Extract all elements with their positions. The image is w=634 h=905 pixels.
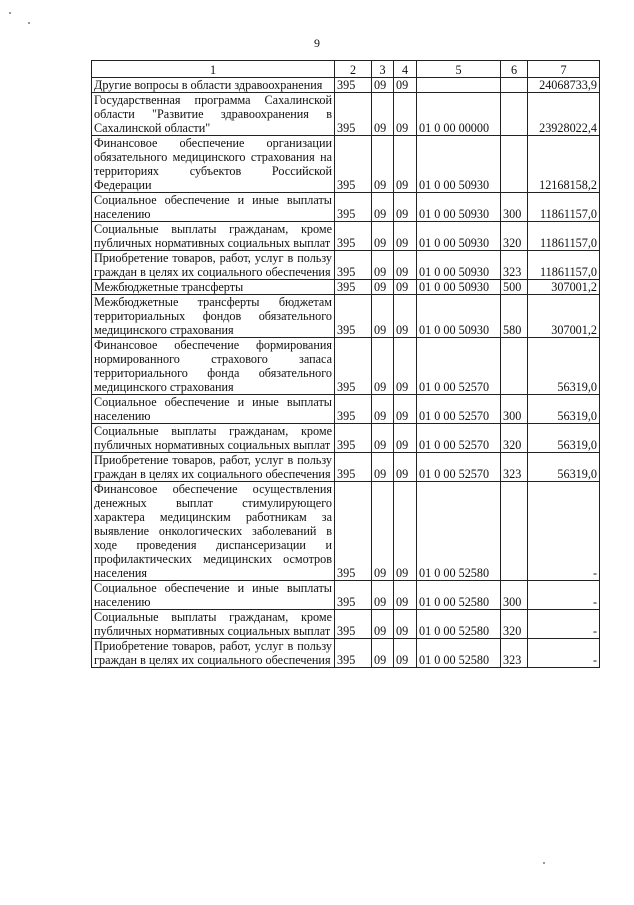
grbs-cell: 395 — [335, 482, 372, 581]
column-header: 2 — [335, 61, 372, 78]
grbs-cell: 395 — [335, 93, 372, 136]
amount-cell: 11861157,0 — [528, 222, 600, 251]
table-row — [92, 280, 600, 295]
subsection-cell: 09 — [394, 482, 417, 581]
column-header: 4 — [394, 61, 417, 78]
expense-type-cell: 300 — [501, 395, 528, 424]
amount-cell: - — [528, 581, 600, 610]
amount-cell: 56319,0 — [528, 395, 600, 424]
grbs-cell: 395 — [335, 424, 372, 453]
row-name-cell: Финансовое обеспечение осуществления денежных выплат стимулирующего характера медицинским работникам за выявление онкологических заболеваний в ходе проведения диспансеризации и профилактических медицинских осмотров населения — [92, 482, 335, 581]
expense-type-cell: 300 — [501, 581, 528, 610]
table-row — [92, 453, 600, 482]
table-row — [92, 424, 600, 453]
table-row — [92, 222, 600, 251]
target-article-cell: 01 0 00 52580 — [417, 482, 501, 581]
expense-type-cell — [501, 136, 528, 193]
section-cell: 09 — [372, 136, 394, 193]
subsection-cell: 09 — [394, 93, 417, 136]
table-row — [92, 93, 600, 136]
grbs-cell: 395 — [335, 610, 372, 639]
section-cell: 09 — [372, 453, 394, 482]
expense-type-cell: 323 — [501, 453, 528, 482]
section-cell: 09 — [372, 193, 394, 222]
subsection-cell: 09 — [394, 395, 417, 424]
expense-type-cell: 580 — [501, 295, 528, 338]
subsection-cell: 09 — [394, 222, 417, 251]
table-row — [92, 136, 600, 193]
amount-cell: - — [528, 639, 600, 668]
row-name-cell: Социальные выплаты гражданам, кроме публичных нормативных социальных выплат — [92, 222, 335, 251]
table-row — [92, 193, 600, 222]
amount-cell: - — [528, 482, 600, 581]
section-cell: 09 — [372, 395, 394, 424]
scan-speck — [9, 12, 11, 14]
subsection-cell: 09 — [394, 610, 417, 639]
subsection-cell: 09 — [394, 295, 417, 338]
subsection-cell: 09 — [394, 280, 417, 295]
subsection-cell: 09 — [394, 639, 417, 668]
target-article-cell: 01 0 00 50930 — [417, 136, 501, 193]
expense-type-cell: 323 — [501, 639, 528, 668]
table-row — [92, 610, 600, 639]
row-name-cell: Социальное обеспечение и иные выплаты населению — [92, 395, 335, 424]
scan-speck — [28, 22, 30, 24]
row-name-cell: Социальные выплаты гражданам, кроме публичных нормативных социальных выплат — [92, 610, 335, 639]
row-name-cell: Межбюджетные трансферты — [92, 280, 335, 295]
section-cell: 09 — [372, 639, 394, 668]
amount-cell: 307001,2 — [528, 295, 600, 338]
target-article-cell: 01 0 00 52570 — [417, 338, 501, 395]
amount-cell: 12168158,2 — [528, 136, 600, 193]
expense-type-cell: 500 — [501, 280, 528, 295]
grbs-cell: 395 — [335, 295, 372, 338]
section-cell: 09 — [372, 251, 394, 280]
section-cell: 09 — [372, 424, 394, 453]
amount-cell: 24068733,9 — [528, 78, 600, 93]
table-body — [92, 78, 600, 668]
row-name-cell: Финансовое обеспечение организации обязательного медицинского страхования на территориях субъектов Российской Федерации — [92, 136, 335, 193]
section-cell: 09 — [372, 295, 394, 338]
grbs-cell: 395 — [335, 78, 372, 93]
table-row — [92, 482, 600, 581]
target-article-cell: 01 0 00 52570 — [417, 395, 501, 424]
expense-type-cell: 320 — [501, 222, 528, 251]
grbs-cell: 395 — [335, 453, 372, 482]
amount-cell: 56319,0 — [528, 338, 600, 395]
budget-table — [91, 60, 600, 668]
grbs-cell: 395 — [335, 581, 372, 610]
section-cell: 09 — [372, 482, 394, 581]
amount-cell: 11861157,0 — [528, 193, 600, 222]
row-name-cell: Государственная программа Сахалинской области "Развитие здравоохранения в Сахалинской области" — [92, 93, 335, 136]
amount-cell: 56319,0 — [528, 453, 600, 482]
subsection-cell: 09 — [394, 424, 417, 453]
subsection-cell: 09 — [394, 581, 417, 610]
table-row — [92, 251, 600, 280]
subsection-cell: 09 — [394, 338, 417, 395]
section-cell: 09 — [372, 338, 394, 395]
target-article-cell: 01 0 00 52580 — [417, 581, 501, 610]
row-name-cell: Приобретение товаров, работ, услуг в пользу граждан в целях их социального обеспечения — [92, 453, 335, 482]
table-row — [92, 78, 600, 93]
target-article-cell: 01 0 00 50930 — [417, 295, 501, 338]
section-cell: 09 — [372, 222, 394, 251]
expense-type-cell: 300 — [501, 193, 528, 222]
section-cell: 09 — [372, 280, 394, 295]
amount-cell: 307001,2 — [528, 280, 600, 295]
amount-cell: 56319,0 — [528, 424, 600, 453]
amount-cell: - — [528, 610, 600, 639]
column-header: 1 — [92, 61, 335, 78]
table-row — [92, 395, 600, 424]
table-row — [92, 295, 600, 338]
expense-type-cell — [501, 78, 528, 93]
amount-cell: 11861157,0 — [528, 251, 600, 280]
row-name-cell: Социальные выплаты гражданам, кроме публичных нормативных социальных выплат — [92, 424, 335, 453]
target-article-cell: 01 0 00 00000 — [417, 93, 501, 136]
target-article-cell: 01 0 00 50930 — [417, 251, 501, 280]
grbs-cell: 395 — [335, 136, 372, 193]
grbs-cell: 395 — [335, 222, 372, 251]
target-article-cell — [417, 78, 501, 93]
expense-type-cell: 320 — [501, 424, 528, 453]
row-name-cell: Другие вопросы в области здравоохранения — [92, 78, 335, 93]
grbs-cell: 395 — [335, 251, 372, 280]
column-header: 3 — [372, 61, 394, 78]
section-cell: 09 — [372, 93, 394, 136]
subsection-cell: 09 — [394, 193, 417, 222]
section-cell: 09 — [372, 581, 394, 610]
grbs-cell: 395 — [335, 338, 372, 395]
column-header: 7 — [528, 61, 600, 78]
subsection-cell: 09 — [394, 78, 417, 93]
row-name-cell: Приобретение товаров, работ, услуг в пользу граждан в целях их социального обеспечения — [92, 639, 335, 668]
target-article-cell: 01 0 00 50930 — [417, 193, 501, 222]
row-name-cell: Финансовое обеспечение формирования нормированного страхового запаса территориального фонда обязательного медицинского страхования — [92, 338, 335, 395]
table-row — [92, 639, 600, 668]
expense-type-cell — [501, 482, 528, 581]
grbs-cell: 395 — [335, 639, 372, 668]
target-article-cell: 01 0 00 52580 — [417, 610, 501, 639]
grbs-cell: 395 — [335, 193, 372, 222]
expense-type-cell — [501, 338, 528, 395]
table-row — [92, 581, 600, 610]
subsection-cell: 09 — [394, 453, 417, 482]
grbs-cell: 395 — [335, 280, 372, 295]
row-name-cell: Социальное обеспечение и иные выплаты населению — [92, 193, 335, 222]
expense-type-cell: 323 — [501, 251, 528, 280]
grbs-cell: 395 — [335, 395, 372, 424]
table-row — [92, 338, 600, 395]
column-header: 5 — [417, 61, 501, 78]
column-header: 6 — [501, 61, 528, 78]
target-article-cell: 01 0 00 52580 — [417, 639, 501, 668]
row-name-cell: Приобретение товаров, работ, услуг в пользу граждан в целях их социального обеспечения — [92, 251, 335, 280]
target-article-cell: 01 0 00 50930 — [417, 280, 501, 295]
target-article-cell: 01 0 00 52570 — [417, 424, 501, 453]
subsection-cell: 09 — [394, 251, 417, 280]
header-row — [92, 61, 600, 78]
scan-speck — [543, 862, 545, 864]
section-cell: 09 — [372, 610, 394, 639]
expense-type-cell: 320 — [501, 610, 528, 639]
row-name-cell: Социальное обеспечение и иные выплаты населению — [92, 581, 335, 610]
row-name-cell: Межбюджетные трансферты бюджетам территориальных фондов обязательного медицинского страхования — [92, 295, 335, 338]
page-number: 9 — [314, 36, 320, 50]
amount-cell: 23928022,4 — [528, 93, 600, 136]
section-cell: 09 — [372, 78, 394, 93]
target-article-cell: 01 0 00 52570 — [417, 453, 501, 482]
target-article-cell: 01 0 00 50930 — [417, 222, 501, 251]
expense-type-cell — [501, 93, 528, 136]
subsection-cell: 09 — [394, 136, 417, 193]
